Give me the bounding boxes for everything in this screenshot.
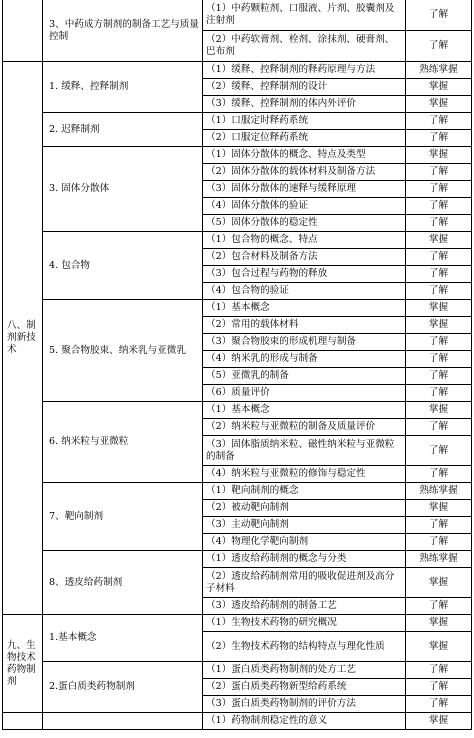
topic-cell: 3、中药成方制剂的制备工艺与质量控制: [43, 0, 203, 62]
content-cell: （2）纳米粒与亚微粒的制备及质量评价: [203, 419, 406, 436]
table-row: [3, 615, 472, 632]
content-cell: （3）包合过程与药物的释放: [203, 266, 406, 283]
level-cell: 了解: [406, 130, 472, 147]
table-row: [3, 402, 472, 419]
content-cell: （1）口服定时释药系统: [203, 113, 406, 130]
syllabus-table: [2, 0, 472, 730]
level-cell: 了解: [406, 466, 472, 483]
level-cell: 掌握: [406, 147, 472, 164]
content-cell: （1）基本概念: [203, 402, 406, 419]
table-row: [3, 232, 472, 249]
level-cell: 掌握: [406, 300, 472, 317]
content-cell: （1）药物制剂稳定性的意义: [203, 713, 406, 730]
topic-cell: 6. 纳米粒与亚微粒: [43, 402, 203, 483]
level-cell: 掌握: [406, 500, 472, 517]
level-cell: 了解: [406, 198, 472, 215]
level-cell: 掌握: [406, 317, 472, 334]
level-cell: 了解: [406, 385, 472, 402]
level-cell: 了解: [406, 436, 472, 466]
section-cell: 八、制剂新技术: [3, 62, 43, 615]
level-cell: 掌握: [406, 568, 472, 598]
table-row: [3, 147, 472, 164]
level-cell: 了解: [406, 215, 472, 232]
content-cell: （3）固体分散体的速释与缓释原理: [203, 181, 406, 198]
content-cell: （4）物理化学靶向制剂: [203, 534, 406, 551]
content-cell: （2）缓释、控释制剂的设计: [203, 79, 406, 96]
table-row: [3, 483, 472, 500]
table-row: [3, 551, 472, 568]
content-cell: （2）口服定位释药系统: [203, 130, 406, 147]
topic-cell: 3. 固体分散体: [43, 147, 203, 232]
level-cell: 了解: [406, 266, 472, 283]
content-cell: （2）固体分散体的载体材料及制备方法: [203, 164, 406, 181]
topic-cell: 5. 聚合物胶束、纳米乳与亚微乳: [43, 300, 203, 402]
level-cell: 了解: [406, 368, 472, 385]
level-cell: 了解: [406, 598, 472, 615]
content-cell: （2）透皮给药制剂常用的吸收促进剂及高分子材料: [203, 568, 406, 598]
topic-cell: 2. 迟释制剂: [43, 113, 203, 147]
table-row: [3, 0, 472, 31]
table-row: [3, 662, 472, 679]
level-cell: 了解: [406, 181, 472, 198]
content-cell: （1）靶向制剂的概念: [203, 483, 406, 500]
content-cell: （4）纳米粒与亚微粒的修饰与稳定性: [203, 466, 406, 483]
content-cell: （2）被动靶向制剂: [203, 500, 406, 517]
topic-cell: 7、靶向制剂: [43, 483, 203, 551]
level-cell: 了解: [406, 419, 472, 436]
content-cell: （3）聚合物胶束的形成机理与制备: [203, 334, 406, 351]
level-cell: 熟练掌握: [406, 551, 472, 568]
topic-cell: 8、透皮给药制剂: [43, 551, 203, 615]
content-cell: （2）蛋白质类药物新型给药系统: [203, 679, 406, 696]
content-cell: （4）固体分散体的验证: [203, 198, 406, 215]
topic-cell: 2.蛋白质类药物制剂: [43, 662, 203, 713]
level-cell: 了解: [406, 679, 472, 696]
level-cell: 了解: [406, 534, 472, 551]
topic-cell: 1.基本概念: [43, 615, 203, 662]
level-cell: 了解: [406, 351, 472, 368]
section-cell: [3, 713, 43, 730]
content-cell: （1）透皮给药制剂的概念与分类: [203, 551, 406, 568]
level-cell: 掌握: [406, 79, 472, 96]
content-cell: （3）透皮给药制剂的制备工艺: [203, 598, 406, 615]
level-cell: 掌握: [406, 632, 472, 662]
content-cell: （1）固体分散体的概念、特点及类型: [203, 147, 406, 164]
level-cell: 了解: [406, 517, 472, 534]
level-cell: 了解: [406, 249, 472, 266]
content-cell: （5）固体分散体的稳定性: [203, 215, 406, 232]
topic-cell: 4. 包合物: [43, 232, 203, 300]
section-cell: [3, 0, 43, 62]
content-cell: （3）缓释、控释制剂的体内外评价: [203, 96, 406, 113]
topic-cell: 1. 缓释、控释制剂: [43, 62, 203, 113]
content-cell: （1）中药颗粒剂、口服液、片剂、胶囊剂及注射剂: [203, 0, 406, 31]
level-cell: 熟练掌握: [406, 483, 472, 500]
content-cell: （6）质量评价: [203, 385, 406, 402]
content-cell: （2）中药软膏剂、栓剂、涂抹剂、硬膏剂、巴布剂: [203, 31, 406, 62]
level-cell: 掌握: [406, 232, 472, 249]
content-cell: （2）常用的载体材料: [203, 317, 406, 334]
content-cell: （3）固体脂质纳米粒、磁性纳米粒与亚微粒的制备: [203, 436, 406, 466]
level-cell: 了解: [406, 31, 472, 62]
level-cell: 了解: [406, 0, 472, 31]
level-cell: 熟练掌握: [406, 62, 472, 79]
content-cell: （4）纳米乳的形成与制备: [203, 351, 406, 368]
content-cell: （2）生物技术药物的结构特点与理化性质: [203, 632, 406, 662]
level-cell: 掌握: [406, 402, 472, 419]
content-cell: （4）包合物的验证: [203, 283, 406, 300]
content-cell: （1）包合物的概念、特点: [203, 232, 406, 249]
level-cell: 掌握: [406, 615, 472, 632]
table-row: [3, 300, 472, 317]
section-cell: 九、生物技术药物制剂: [3, 615, 43, 713]
level-cell: 了解: [406, 334, 472, 351]
level-cell: 了解: [406, 696, 472, 713]
content-cell: （1）缓释、控释制剂的释药原理与方法: [203, 62, 406, 79]
content-cell: （2）包合材料及制备方法: [203, 249, 406, 266]
level-cell: 掌握: [406, 96, 472, 113]
level-cell: 了解: [406, 164, 472, 181]
topic-cell: [43, 713, 203, 730]
table-row: [3, 113, 472, 130]
content-cell: （1）蛋白质类药物制剂的处方工艺: [203, 662, 406, 679]
level-cell: 了解: [406, 113, 472, 130]
content-cell: （1）生物技术药物的研究概况: [203, 615, 406, 632]
level-cell: 掌握: [406, 713, 472, 730]
level-cell: 了解: [406, 283, 472, 300]
level-cell: 了解: [406, 662, 472, 679]
content-cell: （5）亚微乳的制备: [203, 368, 406, 385]
content-cell: （3）主动靶向制剂: [203, 517, 406, 534]
table-row: [3, 713, 472, 730]
content-cell: （3）蛋白质类药物制剂的评价方法: [203, 696, 406, 713]
content-cell: （1）基本概念: [203, 300, 406, 317]
table-row: [3, 62, 472, 79]
